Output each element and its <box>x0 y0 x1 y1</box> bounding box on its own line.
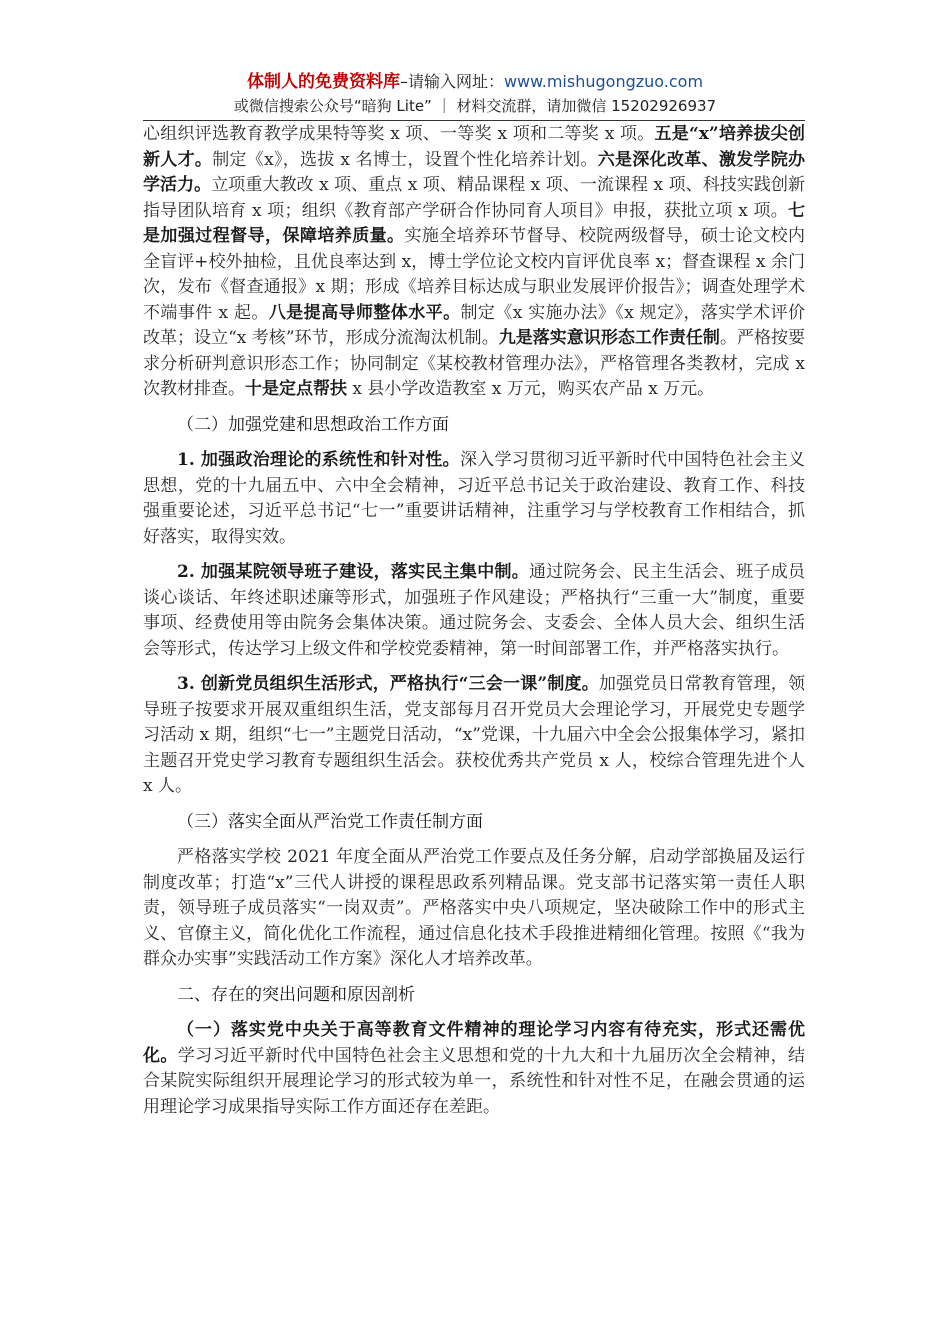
paragraph-problem-1: （一）落实党中央关于高等教育文件精神的理论学习内容有待充实，形式还需优化。学习习近平新时代中国特色社会主义思想和党的十九大和十九届历次全会精神，结合某院实际组织开展理论学习的形式较为单一，系统性和针对性不足，在融会贯通的运用理论学习成果指导实际工作方面还存在差距。 <box>143 1020 806 1117</box>
section-heading-discipline: （三）落实全面从严治党工作责任制方面 <box>177 811 483 832</box>
header-line-1 <box>0 71 950 93</box>
header-brand: 体制人的免费资料库 <box>246 72 400 92</box>
paragraph-party-3: 3. 创新党员组织生活形式，严格执行“三会一课”制度。加强党员日常教育管理，领导班子按要求开展双重组织生活，党支部每月召开党员大会理论学习，开展党史专题学习活动 x 期，组织“七一”主题党日活动，“x”党课，十九届六中全会公报集体学习，紧扣主题召开党史学习教育专题组织生活会。获校优秀共产党员 x 人，校综合管理先进个人 x 人。 <box>143 674 805 796</box>
paragraph-achievements: 心组织评选教育教学成果特等奖 x 项、一等奖 x 项和二等奖 x 项。五是“x”培养拔尖创新人才。制定《x》，选拔 x 名博士，设置个性化培养计划。六是深化改革、激发学院办学活力。立项重大教改 x 项、重点 x 项、精品课程 x 项、一流课程 x 项、科技实践创新指导团队培育 x 项；组织《教育部产学研合作协同育人项目》申报，获批立项 x 项。七是加强过程督导，保障培养质量。实施全培养环节督导、校院两级督导，硕士论文校内全盲评+校外抽检，且优良率达到 x，博士学位论文校内盲评优良率 x；督查课程 x 余门次，发布《督查通报》x 期；形成《培养目标达成与职业发展评价报告》；调查处理学术不端事件 x 起。八是提高导师整体水平。制定《x 实施办法》《x 规定》，落实学术评价改革；设立“x 考核”环节，形成分流淘汰机制。九是落实意识形态工作责任制。严格按要求分析研判意识形态工作；协同制定《某校教材管理办法》，严格管理各类教材，完成 x 次教材排查。十是定点帮扶 x 县小学改造教室 x 万元，购买农产品 x 万元。 <box>143 124 806 399</box>
paragraph-discipline: 严格落实学校 2021 年度全面从严治党工作要点及任务分解，启动学部换届及运行制度改革；打造“x”三代人讲授的课程思政系列精品课。党支部书记落实第一责任人职责，领导班子成员落实“一岗双责”。严格落实中央八项规定，坚决破除工作中的形式主义、官僚主义，简化优化工作流程，通过信息化技术手段推进精细化管理。按照《“我为群众办实事”实践活动工作方案》深化人才培养改革。 <box>143 847 805 969</box>
header-line-2: 或微信搜索公众号“暗狗 Lite” ｜ 材料交流群，请加微信 15202926937 <box>233 97 717 115</box>
paragraph-party-1: 1. 加强政治理论的系统性和针对性。深入学习贯彻习近平新时代中国特色社会主义思想，党的十九届五中、六中全会精神，习近平总书记关于政治建设、教育工作、科技强重要论述，习近平总书记“七一”重要讲话精神，注重学习与学校教育工作相结合，抓好落实，取得实效。 <box>143 450 806 547</box>
document-body <box>143 122 805 1120</box>
section-heading-problems: 二、存在的突出问题和原因剖析 <box>177 984 415 1005</box>
header-url-link[interactable]: www.mishugongzuo.com <box>503 72 704 91</box>
header-prompt: –请输入网址： <box>399 72 504 91</box>
header-divider <box>143 120 805 121</box>
paragraph-party-2: 2. 加强某院领导班子建设，落实民主集中制。通过院务会、民主生活会、班子成员谈心谈话、年终述职述廉等形式，加强班子作风建设；严格执行“三重一大”制度，重要事项、经费使用等由院务会集体决策。通过院务会、支委会、全体人员大会、组织生活会等形式，传达学习上级文件和学校党委精神，第一时间部署工作，并严格落实执行。 <box>143 562 805 659</box>
section-heading-party-building: （二）加强党建和思想政治工作方面 <box>177 414 449 435</box>
